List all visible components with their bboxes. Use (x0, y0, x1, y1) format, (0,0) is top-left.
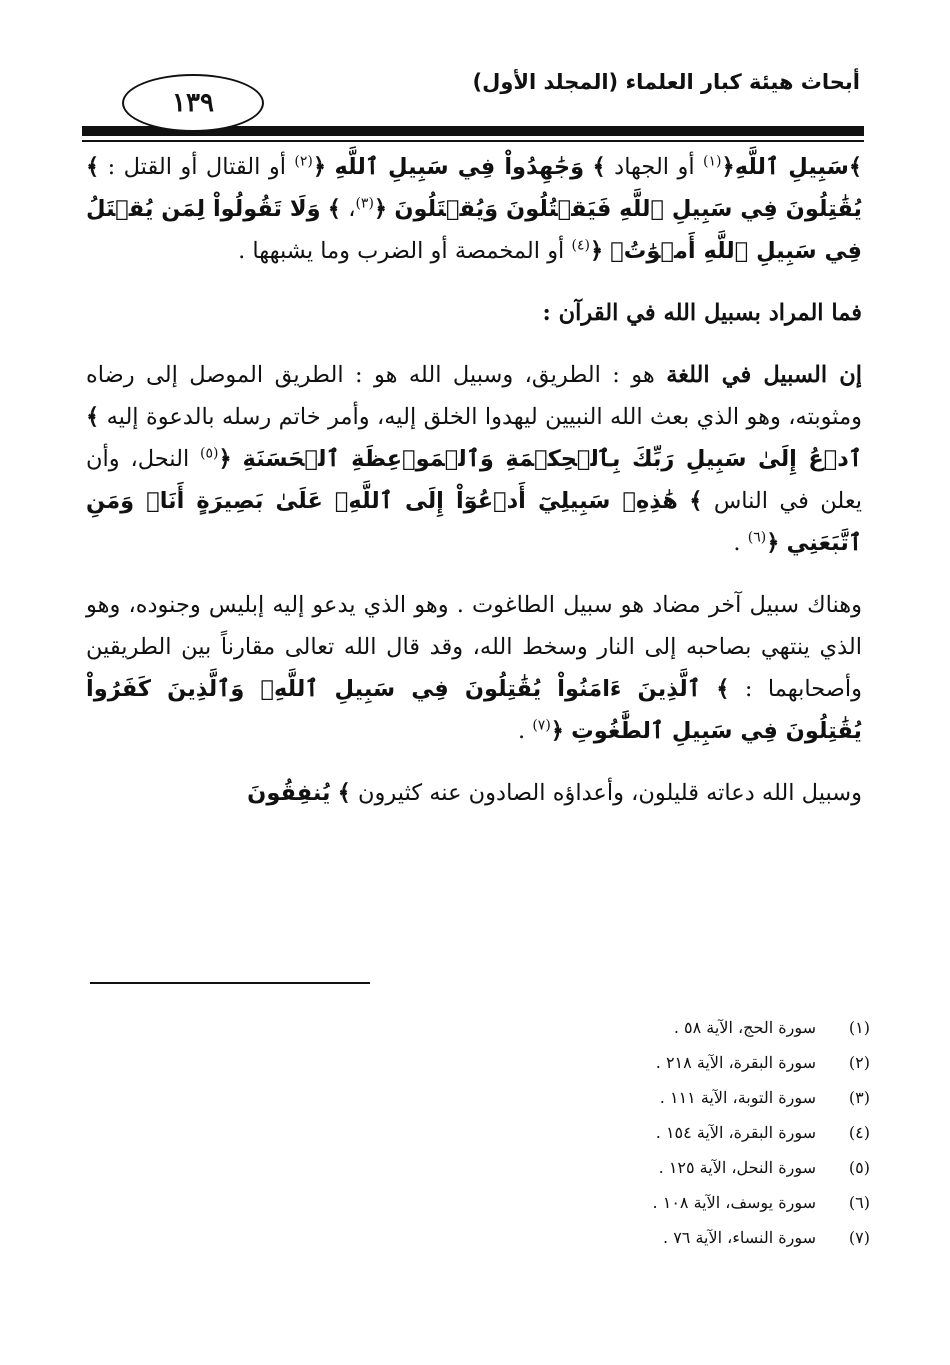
section-heading: فما المراد بسبيل الله في القرآن : (542, 300, 862, 326)
footnotes-list (653, 1010, 870, 1255)
running-title: أبحاث هيئة كبار العلماء (المجلد الأول) (472, 70, 860, 94)
page-number: ١٣٩ (172, 88, 214, 118)
footnote-number: (٦) (848, 1193, 870, 1212)
footnote-number: (١) (848, 1018, 870, 1037)
quran-quote: يُنفِقُونَ (247, 780, 331, 806)
footnote-ref: (٥) (200, 445, 219, 462)
footnote-text: سورة النساء، الآية ٧٦ . (663, 1228, 816, 1247)
body-text (86, 146, 862, 834)
footnote-separator (90, 982, 370, 984)
footnote-number: (٤) (848, 1123, 870, 1142)
text-run: النحل، وأن يعلن في الناس (86, 446, 862, 514)
footnote-item (653, 1220, 870, 1255)
footnote-item (653, 1115, 870, 1150)
footnote-number: (٧) (848, 1228, 870, 1247)
footnote-item (653, 1185, 870, 1220)
footnote-item (653, 1010, 870, 1045)
paragraph-3: وهناك سبيل آخر مضاد هو سبيل الطاغوت . وهو الذي يدعو إليه إبليس وجنوده، وهو الذي ينتهي بصاحبه إلى النار وسخط الله، وقد قال الله تعالى مقارناً بين الطريقين وأصحابهما : ﴾ ٱلَّذِينَ ءَامَنُواْ يُقَٰتِلُونَ فِي سَبِيلِ ٱللَّهِۖ وَٱلَّذِينَ كَفَرُواْ يُقَٰتِلُونَ فِي سَبِيلِ ٱلطَّٰغُوتِ ﴿$^{(٧)}$ . (86, 592, 863, 744)
header-rule-thin (82, 140, 864, 142)
footnote-ref: (٣) (355, 195, 374, 212)
footnote-ref: (٢) (294, 153, 313, 170)
text-run: هو : الطريق، وسبيل الله هو : الطريق الموصل إلى رضاه ومثوبته، وهو الذي بعث الله النبيين ليهدوا الخلق إليه، وأمر خاتم رسله بالدعوة إليه (86, 362, 862, 430)
quran-quote: وَجَٰهِدُواْ فِي سَبِيلِ ٱللَّهِ (334, 154, 585, 180)
footnote-text: سورة الحج، الآية ٥٨ . (673, 1018, 816, 1037)
text-run: أو القتال أو القتل : (107, 154, 286, 180)
quran-quote: هَٰذِهِۦ سَبِيلِيٓ أَدۡعُوٓاْ إِلَى ٱللَّهِۚ عَلَىٰ بَصِيرَةٍ أَنَا۠ وَمَنِ ٱتَّبَعَنِي (86, 488, 862, 556)
text-run: أو المخمصة أو الضرب وما يشبهها . (238, 238, 565, 264)
footnote-text: سورة التوبة، الآية ١١١ . (659, 1088, 816, 1107)
quran-quote: وَلَا تَقُولُواْ لِمَن يُقۡتَلُ فِي سَبِيلِ ٱللَّهِ أَمۡوَٰتُۢ (86, 196, 862, 264)
footnote-ref: (٤) (571, 237, 590, 254)
paragraph-2: إن السبيل في اللغة هو : الطريق، وسبيل الله هو : الطريق الموصل إلى رضاه ومثوبته، وهو الذي بعث الله النبيين ليهدوا الخلق إليه، وأمر خاتم رسله بالدعوة إليه ﴾ ٱدۡعُ إِلَىٰ سَبِيلِ رَبِّكَ بِٱلۡحِكۡمَةِ وَٱلۡمَوۡعِظَةِ ٱلۡحَسَنَةِ ﴿$^{(٥)}$ النحل، وأن يعلن في الناس ﴾ هَٰذِهِۦ سَبِيلِيٓ أَدۡعُوٓاْ إِلَى ٱللَّهِۚ عَلَىٰ بَصِيرَةٍ أَنَا۠ وَمَنِ ٱتَّبَعَنِي ﴿$^{(٦)}$ . (86, 362, 863, 556)
paragraph-4: وسبيل الله دعاته قليلون، وأعداؤه الصادون عنه كثيرون ﴾ يُنفِقُونَ (247, 780, 862, 806)
footnote-ref: (٧) (532, 717, 551, 734)
quran-quote: ﴾ (848, 154, 863, 180)
footnote-text: سورة البقرة، الآية ٢١٨ . (655, 1053, 816, 1072)
quran-quote: ٱلَّذِينَ ءَامَنُواْ يُقَٰتِلُونَ فِي سَبِيلِ ٱللَّهِۖ وَٱلَّذِينَ كَفَرُواْ يُقَٰتِلُونَ فِي سَبِيلِ ٱلطَّٰغُوتِ (86, 676, 862, 744)
footnote-ref: (٦) (747, 529, 767, 546)
lead-phrase: إن السبيل في اللغة (666, 362, 862, 388)
footnote-number: (٢) (848, 1053, 870, 1072)
paragraph-1: ﴾سَبِيلِ ٱللَّهِ﴿$^{(١)}$ أو الجهاد ﴾ وَجَٰهِدُواْ فِي سَبِيلِ ٱللَّهِ ﴿$^{(٢)}$ أو القتال أو القتل : ﴾ يُقَٰتِلُونَ فِي سَبِيلِ ٱللَّهِ فَيَقۡتُلُونَ وَيُقۡتَلُونَ ﴿$^{(٣)}$، ﴾ وَلَا تَقُولُواْ لِمَن يُقۡتَلُ فِي سَبِيلِ ٱللَّهِ أَمۡوَٰتُۢ ﴿$^{(٤)}$ أو المخمصة أو الضرب وما يشبهها . (86, 153, 863, 264)
text-run: أو الجهاد (614, 154, 695, 180)
quran-quote: يُقَٰتِلُونَ فِي سَبِيلِ ٱللَّهِ فَيَقۡتُلُونَ وَيُقۡتَلُونَ (394, 196, 862, 222)
quran-quote: ٱدۡعُ إِلَىٰ سَبِيلِ رَبِّكَ بِٱلۡحِكۡمَةِ وَٱلۡمَوۡعِظَةِ ٱلۡحَسَنَةِ (242, 446, 863, 472)
footnote-text: سورة يوسف، الآية ١٠٨ . (652, 1193, 816, 1212)
footnote-item (653, 1080, 870, 1115)
footnote-item (653, 1150, 870, 1185)
text-run: وهناك سبيل آخر مضاد هو سبيل الطاغوت . وهو الذي يدعو إليه إبليس وجنوده، وهو الذي ينتهي بصاحبه إلى النار وسخط الله، وقد قال الله تعالى مقارناً بين الطريقين وأصحابهما : (86, 592, 863, 702)
footnote-ref: (١) (703, 153, 722, 170)
footnote-text: سورة النحل، الآية ١٢٥ . (658, 1158, 816, 1177)
footnote-item (653, 1045, 870, 1080)
page-number-oval (122, 74, 264, 132)
footnote-number: (٥) (848, 1158, 870, 1177)
text-run: وسبيل الله دعاته قليلون، وأعداؤه الصادون عنه كثيرون (357, 780, 862, 806)
footnote-number: (٣) (848, 1088, 870, 1107)
quran-quote: سَبِيلِ ٱللَّهِ (734, 154, 849, 180)
footnote-text: سورة البقرة، الآية ١٥٤ . (655, 1123, 816, 1142)
